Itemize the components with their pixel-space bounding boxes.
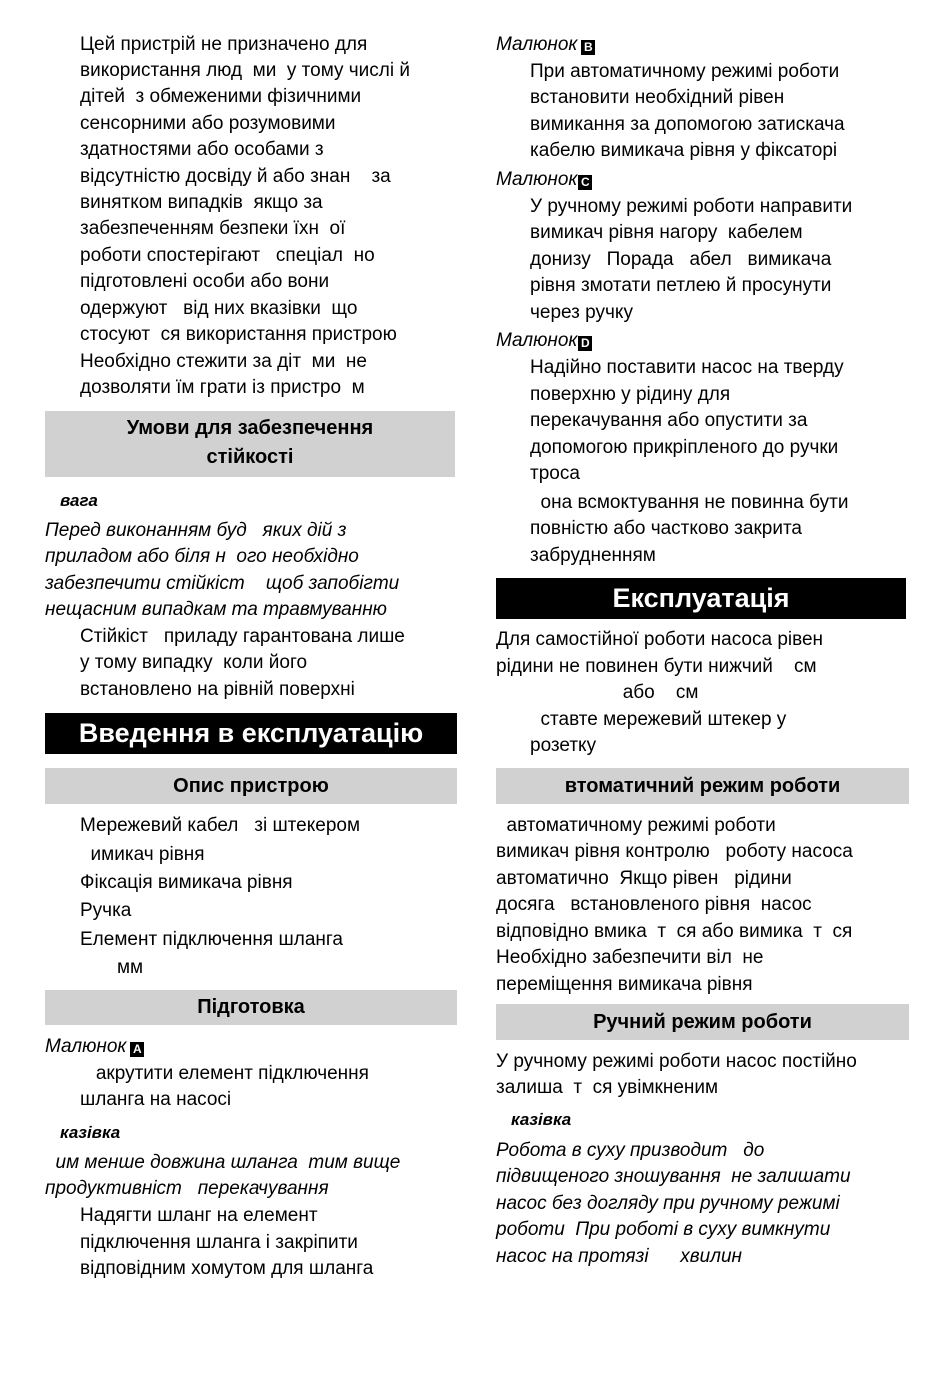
warning-line: нещасним випадкам та травмуванню	[45, 599, 387, 620]
auto-mode-heading: втоматичний режим роботи	[496, 768, 909, 804]
note-line: им менше довжина шланга тим вище	[45, 1152, 401, 1173]
figure-c-badge: C	[578, 175, 592, 190]
figure-c-line: донизу Порада абел вимикача	[530, 249, 832, 270]
note-line: Робота в суху призводит до	[496, 1140, 765, 1161]
operation-line: Для самостійної роботи насоса рівен	[496, 629, 824, 650]
prep-step-line: акрутити елемент підключення	[80, 1063, 369, 1084]
description-item: имикач рівня	[80, 844, 205, 865]
figure-label-text: Малюнок	[496, 169, 578, 190]
figure-d-line: поверхню у рідину для	[530, 384, 731, 405]
figure-d-line: троса	[530, 463, 580, 484]
suction-line: она всмоктування не повинна бути	[530, 492, 849, 513]
description-item: Мережевий кабел зі штекером	[80, 815, 361, 836]
note-line: насос без догляду при ручному режимі	[496, 1193, 840, 1214]
intro-line: відсутністю досвіду й або знан за	[80, 166, 391, 187]
operation-heading: Експлуатація	[496, 578, 906, 619]
suction-line: повністю або частково закрита	[530, 518, 803, 539]
warning-line: забезпечити стійкіст щоб запобігти	[45, 573, 400, 594]
commissioning-heading: Введення в експлуатацію	[45, 713, 457, 754]
intro-line: Цей пристрій не призначено для	[80, 34, 368, 55]
intro-line: одержуют від них вказівки що	[80, 298, 358, 319]
warning-label: вага	[60, 491, 98, 510]
intro-line: стосуют ся використання пристрою	[80, 324, 397, 345]
figure-c-line: через ручку	[530, 302, 633, 323]
note-line: підвищеного зношування не залишати	[496, 1166, 851, 1187]
figure-d-label	[496, 328, 592, 354]
manual-line: У ручному режимі роботи насос постійно	[496, 1051, 857, 1072]
figure-b-line: кабелю вимикача рівня у фіксаторі	[530, 140, 838, 161]
auto-line: відповідно вмика т ся або вимика т ся	[496, 921, 853, 942]
intro-line: сенсорними або розумовими	[80, 113, 336, 134]
intro-line: здатностями або особами з	[80, 139, 324, 160]
hose-line: відповідним хомутом для шланга	[80, 1258, 374, 1279]
figure-label-text: Малюнок	[496, 34, 578, 55]
figure-c-line: вимикач рівня нагору кабелем	[530, 222, 803, 243]
preparation-heading: Підготовка	[45, 990, 457, 1025]
figure-d-line: перекачування або опустити за	[530, 410, 808, 431]
note-label: казівка	[60, 1123, 121, 1142]
manual-line: залиша т ся увімкненим	[496, 1077, 719, 1098]
hose-line: Надягти шланг на елемент	[80, 1205, 318, 1226]
operation-line: рідини не повинен бути нижчий см	[496, 656, 817, 677]
description-item: Елемент підключення шланга	[80, 929, 343, 950]
description-heading: Опис пристрою	[45, 768, 457, 804]
note-line: продуктивніст перекачування	[45, 1178, 329, 1199]
prep-step-line: шланга на насосі	[80, 1089, 232, 1110]
stability-heading-line: Умови для забезпечення	[126, 417, 374, 439]
stability-heading-line: стійкості	[206, 446, 294, 468]
auto-line: автоматично Якщо рівен рідини	[496, 868, 792, 889]
warning-line: приладом або біля н ого необхідно	[45, 546, 359, 567]
auto-line: вимикач рівня контролю роботу насоса	[496, 841, 853, 862]
auto-line: Необхідно забезпечити віл не	[496, 947, 764, 968]
warning-line: Перед виконанням буд яких дій з	[45, 520, 347, 541]
intro-line: дозволяти їм грати із пристро м	[80, 377, 365, 398]
figure-b-label	[496, 32, 595, 58]
figure-b-line: вимикання за допомогою затискача	[530, 114, 845, 135]
intro-line: використання люд ми у тому числі й	[80, 60, 410, 81]
note-line: роботи При роботі в суху вимкнути	[496, 1219, 831, 1240]
figure-c-line: рівня змотати петлею й просунути	[530, 275, 832, 296]
figure-d-line: допомогою прикріпленого до ручки	[530, 437, 839, 458]
intro-line: забезпеченням безпеки їхн ої	[80, 218, 346, 239]
description-item: Ручка	[80, 900, 132, 921]
figure-d-badge: D	[578, 336, 592, 351]
stability-line: у тому випадку коли його	[80, 652, 308, 673]
auto-line: автоматичному режимі роботи	[496, 815, 776, 836]
manual-mode-heading: Ручний режим роботи	[496, 1004, 909, 1040]
figure-c-line: У ручному режимі роботи направити	[530, 196, 853, 217]
description-item: Фіксація вимикача рівня	[80, 872, 293, 893]
intro-line: підготовлені особи або вони	[80, 271, 330, 292]
figure-b-line: При автоматичному режимі роботи	[530, 61, 840, 82]
stability-line: встановлено на рівній поверхні	[80, 679, 355, 700]
figure-label-text: Малюнок	[45, 1036, 127, 1057]
figure-label-text: Малюнок	[496, 330, 578, 351]
plug-line: розетку	[530, 735, 597, 756]
plug-line: ставте мережевий штекер у	[530, 709, 787, 730]
suction-line: забрудненням	[530, 545, 656, 566]
figure-a-label	[45, 1034, 144, 1060]
note-line: насос на протязі хвилин	[496, 1246, 742, 1267]
figure-d-line: Надійно поставити насос на тверду	[530, 357, 844, 378]
figure-b-badge: B	[581, 40, 595, 55]
intro-line: Необхідно стежити за діт ми не	[80, 351, 367, 372]
figure-c-label	[496, 167, 592, 193]
auto-line: переміщення вимикача рівня	[496, 974, 753, 995]
stability-line: Стійкіст приладу гарантована лише	[80, 626, 405, 647]
figure-a-badge: A	[130, 1042, 144, 1057]
intro-line: винятком випадків якщо за	[80, 192, 323, 213]
stability-heading	[45, 411, 455, 477]
intro-line: дітей з обмеженими фізичними	[80, 86, 362, 107]
operation-line: або см	[496, 682, 699, 703]
intro-line: роботи спостерігают спеціал но	[80, 245, 375, 266]
description-item: мм	[80, 957, 144, 978]
hose-line: підключення шланга і закріпити	[80, 1232, 358, 1253]
figure-b-line: встановити необхідний рівен	[530, 87, 785, 108]
auto-line: досяга встановленого рівня насос	[496, 894, 812, 915]
note-label: казівка	[511, 1110, 572, 1129]
